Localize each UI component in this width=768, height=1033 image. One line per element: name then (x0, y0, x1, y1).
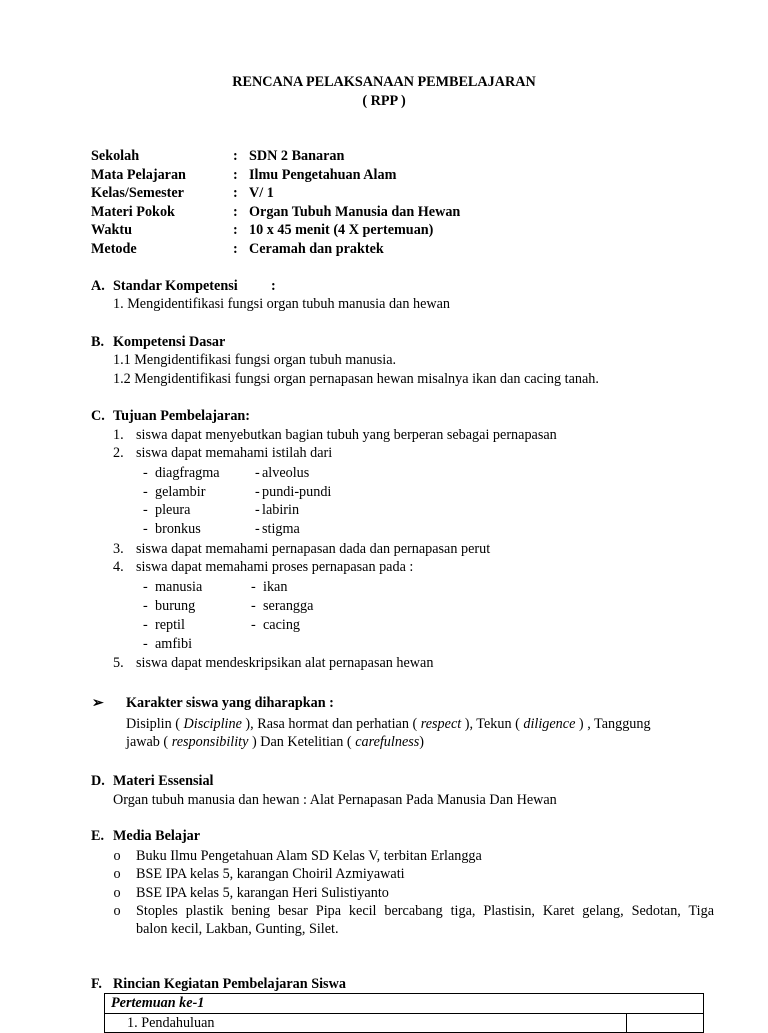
list-item: siswa dapat memahami istilah dari (136, 445, 333, 461)
list-item: 1.1 Mengidentifikasi fungsi organ tubuh manusia. (113, 352, 397, 368)
table-row (105, 994, 704, 1014)
list-number: 1. (113, 427, 124, 443)
identity-value: 10 x 45 menit (4 X pertemuan) (249, 222, 434, 238)
dash: - (143, 598, 148, 614)
identity-value: SDN 2 Banaran (249, 148, 345, 164)
term: ikan (263, 579, 288, 595)
text-run-italic: Discipline (183, 716, 242, 732)
dash: - (143, 636, 148, 652)
list-item: siswa dapat memahami proses pernapasan pada : (136, 559, 414, 575)
text-run-italic: carefulness (355, 734, 420, 750)
identity-colon: : (233, 222, 238, 238)
document-subtitle: ( RPP ) (362, 93, 406, 109)
list-item: BSE IPA kelas 5, karangan Heri Sulistiyanto (136, 885, 389, 901)
identity-label: Kelas/Semester (91, 185, 184, 201)
kegiatan-table (104, 993, 704, 1033)
identity-colon: : (233, 167, 238, 183)
section-heading: Materi Essensial (113, 773, 214, 789)
list-item: Buku Ilmu Pengetahuan Alam SD Kelas V, terbitan Erlangga (136, 848, 482, 864)
section-letter: A. (91, 278, 105, 294)
identity-value: Ceramah dan praktek (249, 241, 384, 257)
dash: - (255, 502, 260, 518)
identity-label: Materi Pokok (91, 204, 175, 220)
table-cell-empty (626, 1013, 703, 1033)
text-run: Disiplin ( (126, 716, 184, 732)
dash: - (143, 502, 148, 518)
list-item-continuation: balon kecil, Lakban, Gunting, Silet. (136, 921, 339, 937)
list-number: 2. (113, 445, 124, 461)
dash: - (251, 617, 256, 633)
table-cell: 1. Pendahuluan (105, 1013, 627, 1033)
text-run: jawab ( (126, 734, 172, 750)
text-run-italic: responsibility (171, 734, 249, 750)
term: reptil (155, 617, 185, 633)
list-number: 4. (113, 559, 124, 575)
identity-colon: : (233, 241, 238, 257)
karakter-line-1 (126, 715, 651, 734)
term: labirin (262, 502, 300, 518)
karakter-line-2 (126, 733, 424, 752)
text-run: ), Rasa hormat dan perhatian ( (241, 716, 421, 732)
arrow-bullet-icon: ➢ (92, 695, 104, 711)
dash: - (143, 484, 148, 500)
term: manusia (155, 579, 203, 595)
identity-value: Organ Tubuh Manusia dan Hewan (249, 204, 461, 220)
term: gelambir (155, 484, 206, 500)
term: cacing (263, 617, 301, 633)
term: stigma (262, 521, 300, 537)
identity-colon: : (233, 185, 238, 201)
section-heading-colon: : (271, 278, 276, 294)
section-text: Organ tubuh manusia dan hewan : Alat Pernapasan Pada Manusia Dan Hewan (113, 792, 557, 808)
circle-bullet-icon: o (113, 848, 121, 864)
section-letter: B. (91, 334, 105, 350)
table-row (105, 1013, 704, 1033)
list-item: 1.2 Mengidentifikasi fungsi organ pernapasan hewan misalnya ikan dan cacing tanah. (113, 371, 599, 387)
identity-value: V/ 1 (249, 185, 274, 201)
dash: - (255, 521, 260, 537)
circle-bullet-icon: o (113, 903, 121, 919)
text-run: ) , Tanggung (575, 716, 651, 732)
term: pleura (155, 502, 191, 518)
term: diagfragma (155, 465, 220, 481)
identity-label: Sekolah (91, 148, 140, 164)
identity-colon: : (233, 148, 238, 164)
dash: - (255, 465, 260, 481)
section-heading: Karakter siswa yang diharapkan : (126, 695, 334, 711)
section-heading: Kompetensi Dasar (113, 334, 226, 350)
section-letter: E. (91, 828, 105, 844)
term: alveolus (262, 465, 310, 481)
section-heading: Media Belajar (113, 828, 201, 844)
document-title: RENCANA PELAKSANAAN PEMBELAJARAN (232, 74, 536, 90)
text-run-italic: respect (420, 716, 462, 732)
list-item: Stoples plastik bening besar Pipa kecil bercabang tiga, Plastisin, Karet gelang, Sedotan, Tiga (136, 903, 714, 919)
section-heading: Standar Kompetensi (113, 278, 238, 294)
identity-value: Ilmu Pengetahuan Alam (249, 167, 397, 183)
dash: - (251, 598, 256, 614)
dash: - (143, 617, 148, 633)
term: serangga (263, 598, 314, 614)
table-header-cell: Pertemuan ke-1 (105, 994, 704, 1014)
term: burung (155, 598, 196, 614)
identity-colon: : (233, 204, 238, 220)
dash: - (255, 484, 260, 500)
dash: - (251, 579, 256, 595)
list-number: 3. (113, 541, 124, 557)
text-run: ) Dan Ketelitian ( (248, 734, 356, 750)
text-run: ) (419, 734, 425, 750)
list-item: 1. Mengidentifikasi fungsi organ tubuh manusia dan hewan (113, 296, 451, 312)
term: pundi-pundi (262, 484, 332, 500)
list-item: siswa dapat mendeskripsikan alat pernapasan hewan (136, 655, 434, 671)
list-number: 5. (113, 655, 124, 671)
identity-label: Metode (91, 241, 137, 257)
dash: - (143, 579, 148, 595)
section-heading: Rincian Kegiatan Pembelajaran Siswa (113, 976, 346, 992)
list-item: siswa dapat memahami pernapasan dada dan pernapasan perut (136, 541, 491, 557)
text-run-italic: diligence (523, 716, 576, 732)
identity-label: Mata Pelajaran (91, 167, 186, 183)
section-letter: D. (91, 773, 105, 789)
identity-label: Waktu (91, 222, 133, 238)
dash: - (143, 465, 148, 481)
circle-bullet-icon: o (113, 885, 121, 901)
section-letter: C. (91, 408, 105, 424)
dash: - (143, 521, 148, 537)
circle-bullet-icon: o (113, 866, 121, 882)
term: bronkus (155, 521, 201, 537)
text-run: ), Tekun ( (461, 716, 524, 732)
list-item: siswa dapat menyebutkan bagian tubuh yang berperan sebagai pernapasan (136, 427, 557, 443)
list-item: BSE IPA kelas 5, karangan Choiril Azmiyawati (136, 866, 405, 882)
section-letter: F. (91, 976, 102, 992)
term: amfibi (155, 636, 193, 652)
section-heading: Tujuan Pembelajaran: (113, 408, 251, 424)
